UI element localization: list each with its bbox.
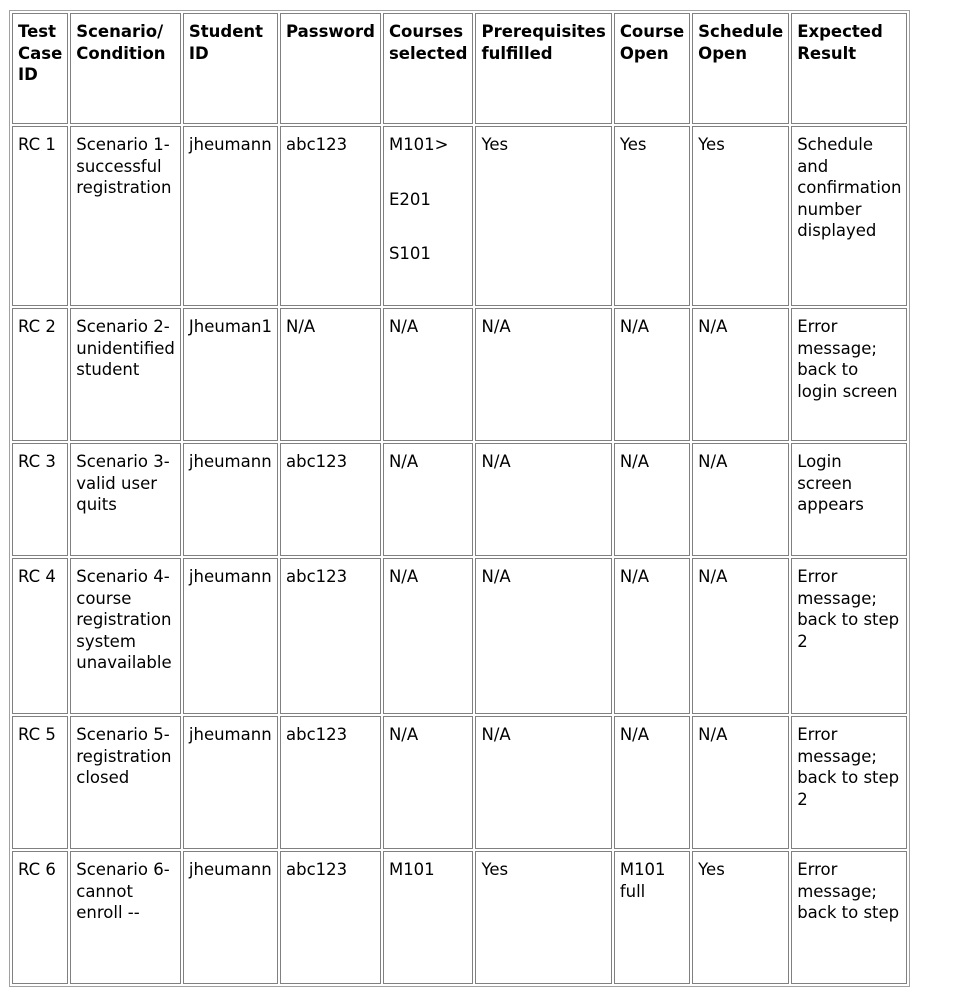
table-row bbox=[12, 126, 907, 306]
cell-schedule-open: Yes bbox=[692, 126, 789, 306]
cell-prerequisites: N/A bbox=[475, 308, 611, 441]
cell-student-id: Jheuman1 bbox=[183, 308, 278, 441]
cell-courses: N/A bbox=[383, 443, 474, 556]
cell-test-case-id: RC 6 bbox=[12, 851, 68, 984]
cell-courses: N/A bbox=[383, 558, 474, 714]
cell-course-open: M101 full bbox=[614, 851, 690, 984]
cell-password: abc123 bbox=[280, 716, 381, 849]
cell-course-open: N/A bbox=[614, 308, 690, 441]
header-scenario-condition: Scenario/ Condition bbox=[70, 13, 181, 124]
cell-password: abc123 bbox=[280, 126, 381, 306]
cell-scenario: Scenario 2- unidentified student bbox=[70, 308, 181, 441]
course-item: S101 bbox=[388, 244, 431, 263]
course-spacer bbox=[389, 210, 468, 243]
cell-student-id: jheumann bbox=[183, 443, 278, 556]
cell-expected-result: Login screen appears bbox=[791, 443, 907, 556]
cell-password: abc123 bbox=[280, 851, 381, 984]
cell-expected-result: Error message; back to step 2 bbox=[791, 558, 907, 714]
cell-student-id: jheumann bbox=[183, 126, 278, 306]
cell-prerequisites: Yes bbox=[475, 851, 611, 984]
course-item: M101> bbox=[388, 135, 449, 154]
course-spacer bbox=[389, 156, 468, 189]
cell-test-case-id: RC 1 bbox=[12, 126, 68, 306]
cell-schedule-open: N/A bbox=[692, 308, 789, 441]
header-courses-selected: Courses selected bbox=[383, 13, 474, 124]
cell-course-open: N/A bbox=[614, 558, 690, 714]
test-case-table-container bbox=[9, 10, 910, 987]
cell-course-open: N/A bbox=[614, 443, 690, 556]
cell-test-case-id: RC 4 bbox=[12, 558, 68, 714]
cell-course-open: Yes bbox=[614, 126, 690, 306]
cell-schedule-open: Yes bbox=[692, 851, 789, 984]
cell-password: abc123 bbox=[280, 558, 381, 714]
cell-scenario: Scenario 5- registration closed bbox=[70, 716, 181, 849]
cell-expected-result: Schedule and confirmation number displayed bbox=[791, 126, 907, 306]
cell-scenario: Scenario 1- successful registration bbox=[70, 126, 181, 306]
table-row bbox=[12, 308, 907, 441]
header-expected-result: Expected Result bbox=[791, 13, 907, 124]
header-prerequisites-fulfilled: Prerequisites fulfilled bbox=[475, 13, 611, 124]
cell-student-id: jheumann bbox=[183, 558, 278, 714]
cell-courses: N/A bbox=[383, 716, 474, 849]
header-password: Password bbox=[280, 13, 381, 124]
cell-courses: M101 bbox=[383, 851, 474, 984]
header-schedule-open: Schedule Open bbox=[692, 13, 789, 124]
table-row bbox=[12, 558, 907, 714]
cell-test-case-id: RC 2 bbox=[12, 308, 68, 441]
cell-password: N/A bbox=[280, 308, 381, 441]
cell-expected-result: Error message; back to login screen bbox=[791, 308, 907, 441]
cell-schedule-open: N/A bbox=[692, 443, 789, 556]
cell-schedule-open: N/A bbox=[692, 558, 789, 714]
cell-student-id: jheumann bbox=[183, 716, 278, 849]
cell-courses: N/A bbox=[383, 308, 474, 441]
course-item: E201 bbox=[388, 189, 431, 209]
cell-scenario: Scenario 4- course registration system unavailable bbox=[70, 558, 181, 714]
test-case-table bbox=[9, 10, 910, 987]
cell-prerequisites: N/A bbox=[475, 716, 611, 849]
cell-student-id: jheumann bbox=[183, 851, 278, 984]
cell-prerequisites: N/A bbox=[475, 443, 611, 556]
header-student-id: Student ID bbox=[183, 13, 278, 124]
cell-schedule-open: N/A bbox=[692, 716, 789, 849]
cell-scenario: Scenario 6- cannot enroll -- bbox=[70, 851, 181, 984]
table-row bbox=[12, 443, 907, 556]
cell-prerequisites: N/A bbox=[475, 558, 611, 714]
cell-prerequisites: Yes bbox=[475, 126, 611, 306]
cell-test-case-id: RC 5 bbox=[12, 716, 68, 849]
cell-course-open: N/A bbox=[614, 716, 690, 849]
cell-expected-result: Error message; back to step 2 bbox=[791, 716, 907, 849]
table-header-row bbox=[12, 13, 907, 124]
cell-test-case-id: RC 3 bbox=[12, 443, 68, 556]
cell-scenario: Scenario 3- valid user quits bbox=[70, 443, 181, 556]
cell-password: abc123 bbox=[280, 443, 381, 556]
header-course-open: Course Open bbox=[614, 13, 690, 124]
table-row bbox=[12, 716, 907, 849]
table-row bbox=[12, 851, 907, 984]
cell-courses bbox=[383, 126, 474, 306]
header-test-case-id: Test Case ID bbox=[12, 13, 68, 124]
cell-expected-result: Error message; back to step bbox=[791, 851, 907, 984]
